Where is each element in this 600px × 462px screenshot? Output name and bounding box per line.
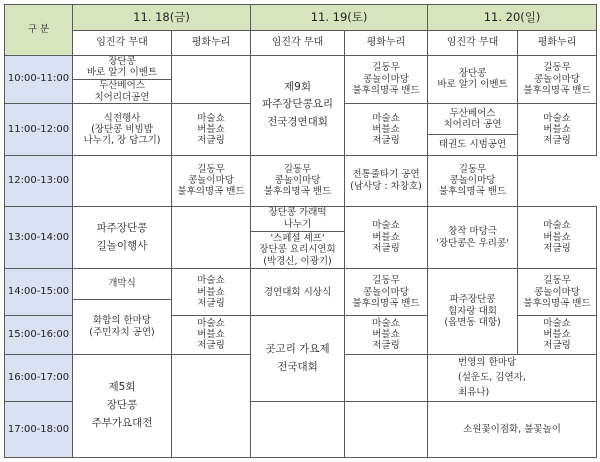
event-sun-pyeonghwa-1200: 길동무 콩놀이마당 불후의명곡 밴드 — [428, 155, 518, 206]
time-slot-1600: 16:00-17:00 — [5, 354, 73, 402]
event-fri-pyeonghwa-1300-empty — [172, 206, 251, 269]
time-slot-1500: 15:00-16:00 — [5, 316, 73, 355]
event-sun-fireworks: 소원꽃이점화, 불꽃놀이 — [428, 402, 597, 458]
category-header: 구 분 — [5, 5, 73, 56]
time-slot-1700: 17:00-18:00 — [5, 402, 73, 458]
event-sun-imjingak-1600: 번영의 한마당 (설운도, 김연자, 최유나) — [428, 354, 597, 402]
event-sun-pyeonghwa-1400: 길동무 콩놀이마당 불후의명곡 밴드 — [518, 269, 597, 316]
time-slot-1000: 10:00-11:00 — [5, 55, 73, 104]
event-sun-imjingak-1400: 파주장단콩 힘자랑 대회 (읍면동 대항) — [428, 269, 518, 354]
event-fri-imjingak-1430: 화합의 한마당 (주민자치 공연) — [73, 299, 172, 354]
event-sat-imjingak-1330: '스페셜 셰프' 장단콩 요리시연회 (박경신, 이광기) — [251, 231, 345, 268]
event-sat-pyeonghwa-1700-empty — [345, 402, 428, 458]
event-sat-pyeonghwa-1400: 길동무 콩놀이마당 불후의명곡 밴드 — [345, 269, 428, 316]
event-sat-imjingak-1400: 경연대회 시상식 — [251, 269, 345, 316]
venue-header-sun-pyeonghwa: 평화누리 — [518, 31, 597, 55]
day-header-fri: 11. 18(금) — [73, 5, 251, 31]
event-sat-imjingak-1700-empty — [251, 402, 345, 458]
event-fri-pyeonghwa-1100: 마술쇼 버블쇼 저글링 — [172, 104, 251, 156]
time-slot-1100: 11:00-12:00 — [5, 104, 73, 156]
event-fri-pyeonghwa-1000-empty — [172, 55, 251, 104]
event-fri-pyeonghwa-1600-empty — [172, 354, 251, 457]
day-header-sat: 11. 19(토) — [251, 5, 428, 31]
event-fri-imjingak-parade: 파주장단콩 길놀이행사 — [73, 206, 172, 269]
venue-header-fri-imjingak: 임진각 무대 — [73, 31, 172, 55]
event-sun-imjingak-1100: 두산베어스 치어리더 공연 — [428, 104, 518, 134]
event-sat-imjingak-1300: 장단콩 가래떡 나누기 — [251, 206, 345, 231]
event-fri-imjingak-1030: 두산베어스 치어리더공연 — [73, 79, 172, 103]
venue-header-sat-pyeonghwa: 평화누리 — [345, 31, 428, 55]
festival-schedule-table — [4, 4, 597, 458]
event-fri-imjingak-opening: 개막식 — [73, 269, 172, 299]
time-slot-1400: 14:00-15:00 — [5, 269, 73, 316]
event-sun-pyeonghwa-1500: 마술쇼 버블쇼 저글링 — [518, 316, 597, 355]
day-header-sun: 11. 20(일) — [428, 5, 597, 31]
event-sat-pyeonghwa-1300: 마술쇼 버블쇼 저글링 — [345, 206, 428, 269]
event-sat-pyeonghwa-1000: 길동무 콩놀이마당 불후의명곡 밴드 — [345, 55, 428, 104]
venue-header-fri-pyeonghwa: 평화누리 — [172, 31, 251, 55]
event-sat-imjingak-cooking-contest: 제9회 파주장단콩요리 전국경연대회 — [251, 55, 345, 155]
event-sun-pyeonghwa-1100: 마술쇼 버블쇼 저글링 — [518, 104, 597, 156]
event-fri-imjingak-housewife-song: 제5회 장단콩 주부가요대전 — [73, 354, 172, 457]
event-sat-pyeonghwa-1600-empty — [345, 354, 428, 402]
event-sat-imjingak-song-contest: 곳고리 가요제 전국대회 — [251, 316, 345, 402]
event-sun-imjingak-1000: 장단콩 바로 알기 이벤트 — [428, 55, 518, 104]
time-slot-1200: 12:00-13:00 — [5, 155, 73, 206]
event-fri-pyeonghwa-1400: 마술쇼 버블쇼 저글링 — [172, 269, 251, 316]
event-sun-imjingak-1130: 태권도 시범공연 — [428, 134, 518, 155]
event-sun-imjingak-1200: 전통줄타기 공연 (남사당 : 차창호) — [345, 155, 428, 206]
event-fri-imjingak-1200-empty — [73, 155, 172, 206]
venue-header-sat-imjingak: 임진각 무대 — [251, 31, 345, 55]
event-fri-pyeonghwa-1500: 마술쇼 버블쇼 저글링 — [172, 316, 251, 355]
event-sat-pyeonghwa-1500: 마술쇼 버블쇼 저글링 — [345, 316, 428, 355]
time-slot-1300: 13:00-14:00 — [5, 206, 73, 269]
event-sun-pyeonghwa-1300: 마술쇼 버블쇼 저글링 — [518, 206, 597, 269]
event-fri-imjingak-1100: 식전행사 (장단콩 비빔밥 나누기, 장 담그기) — [73, 104, 172, 156]
event-fri-pyeonghwa-1200: 길동무 콩놀이마당 불후의명곡 밴드 — [172, 155, 251, 206]
event-sat-pyeonghwa-1200: 길동무 콩놀이마당 불후의명곡 밴드 — [251, 155, 345, 206]
event-fri-imjingak-1000: 장단콩 바로 알기 이벤트 — [73, 55, 172, 79]
event-sun-imjingak-1300: 창작 마당극 '장단콩은 우리콩' — [428, 206, 518, 269]
event-sat-pyeonghwa-1100: 마술쇼 버블쇼 저글링 — [345, 104, 428, 156]
event-sun-pyeonghwa-1000: 길동무 콩놀이마당 불후의명곡 밴드 — [518, 55, 597, 104]
venue-header-sun-imjingak: 임진각 무대 — [428, 31, 518, 55]
